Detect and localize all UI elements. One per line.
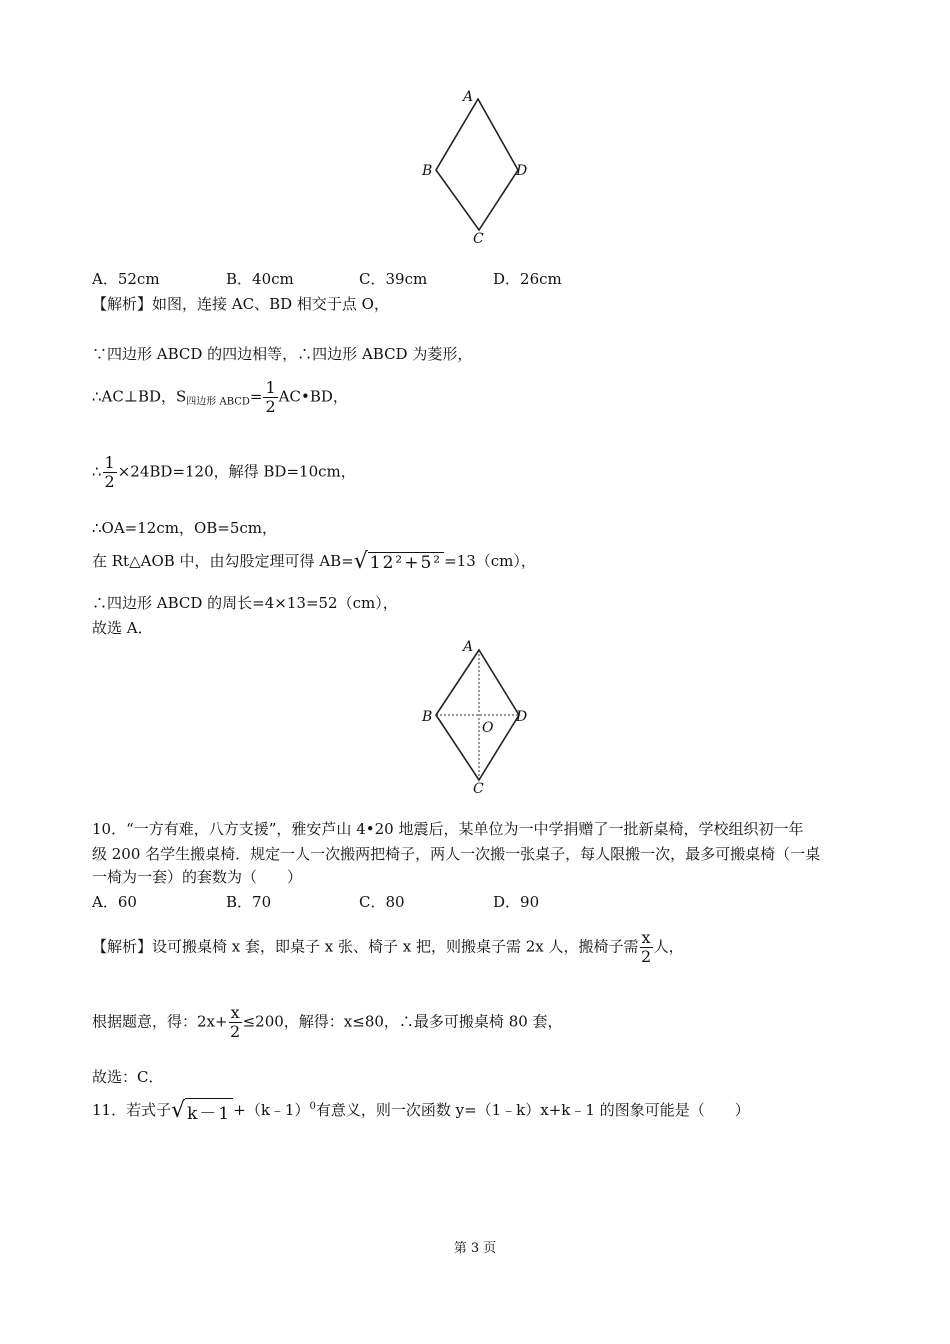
line4-post: ×24BD=120，解得 BD=10cm， — [117, 462, 356, 481]
q11-post: 有意义，则一次函数 y=（1﹣k）x+k﹣1 的图象可能是（ ） — [315, 1101, 750, 1119]
q11-pre: 11．若式子 — [92, 1101, 172, 1119]
q10-sol1-post: 人， — [653, 937, 684, 956]
solution-line-3 — [92, 380, 348, 415]
q10-solution-line-2 — [92, 1005, 563, 1040]
option-c: C．39cm — [359, 270, 428, 288]
line4-pre: ∴ — [92, 462, 102, 481]
fraction-numerator: 1 — [104, 453, 115, 472]
page-number: 第 3 页 — [453, 1241, 497, 1256]
fraction-denominator: 2 — [265, 397, 276, 416]
q10-option-d: D．90 — [493, 893, 540, 911]
vertex-label-b: B — [422, 163, 433, 179]
q10-solution-line-1 — [92, 930, 684, 965]
q11-sqrt: √ k－1 — [171, 1098, 232, 1124]
fraction-half — [263, 380, 277, 415]
vertex-label-c: C — [473, 231, 484, 247]
q10-line-1: 10．“一方有难，八方支援”，雅安芦山 4•20 地震后，某单位为一中学捐赠了一批新桌椅，学校组织初一年 — [92, 820, 804, 838]
fraction-half-2 — [103, 455, 117, 490]
solution-line-6 — [92, 550, 536, 573]
option-b: B．40cm — [226, 270, 294, 288]
line3-subscript: 四边形 ABCD — [186, 396, 250, 408]
solution-line-2: ∵四边形 ABCD 的四边相等，∴四边形 ABCD 为菱形， — [92, 345, 473, 363]
rhombus-figure-1 — [415, 85, 535, 247]
q10-option-a: A．60 — [92, 893, 137, 911]
q10-line-2: 级 200 名学生搬桌椅．规定一人一次搬两把椅子，两人一次搬一张桌子，每人限搬一次，最多可搬桌椅（一桌 — [92, 845, 821, 863]
fraction-numerator: x — [641, 928, 651, 947]
q11-sqrt-body: k－1 — [185, 1098, 233, 1124]
q11-exponent: 0 — [309, 1101, 316, 1112]
q10-sol2-post: ≤200，解得：x≤80，∴最多可搬桌椅 80 套， — [242, 1012, 563, 1031]
rhombus-figure-2 — [415, 632, 535, 797]
q10-sol1-pre: 【解析】设可搬桌椅 x 套，即桌子 x 张、椅子 x 把，则搬桌子需 2x 人，搬椅子需 — [92, 937, 639, 956]
vertex-label-a: A — [463, 89, 474, 105]
q11-line — [92, 1098, 750, 1124]
line6-post: =13（cm）， — [444, 552, 536, 570]
fraction-denominator: 2 — [230, 1022, 241, 1041]
solution-line-1: 【解析】如图，连接 AC、BD 相交于点 O， — [92, 295, 389, 313]
option-d: D．26cm — [493, 270, 562, 288]
vertex-label-d: D — [516, 163, 528, 179]
q10-solution-line-3: 故选：C． — [92, 1068, 164, 1086]
vertex-label-o: O — [482, 720, 494, 736]
option-a: A．52cm — [92, 270, 160, 288]
q10-sol2-pre: 根据题意，得：2x+ — [92, 1012, 228, 1031]
fraction-x-over-2 — [640, 930, 653, 965]
q10-option-c: C．80 — [359, 893, 405, 911]
solution-line-7: ∴四边形 ABCD 的周长=4×13=52（cm）， — [92, 594, 398, 612]
rhombus-outline — [436, 99, 518, 230]
line3-post: AC•BD， — [278, 387, 348, 406]
fraction-numerator: 1 — [265, 378, 276, 397]
solution-line-8: 故选 A． — [92, 619, 153, 637]
sqrt-body: 12²+5² — [369, 552, 443, 573]
vertex-label-a-2: A — [463, 639, 474, 655]
fraction-denominator: 2 — [104, 472, 115, 491]
line6-pre: 在 Rt△AOB 中，由勾股定理可得 AB= — [92, 552, 354, 570]
sqrt-expression: √ 12²+5² — [353, 549, 443, 574]
q11-mid: +（k﹣1） — [233, 1101, 310, 1119]
solution-line-4 — [92, 455, 356, 490]
line3-eq: = — [249, 387, 263, 406]
vertex-label-d-2: D — [516, 709, 528, 725]
q10-option-b: B．70 — [226, 893, 272, 911]
fraction-numerator: x — [230, 1003, 240, 1022]
fraction-denominator: 2 — [640, 947, 652, 966]
vertex-label-c-2: C — [473, 781, 484, 797]
q10-line-3: 一椅为一套）的套数为（ ） — [92, 868, 303, 886]
solution-line-5: ∴OA=12cm，OB=5cm， — [92, 519, 278, 537]
vertex-label-b-2: B — [422, 709, 433, 725]
fraction-x-over-2-b — [229, 1005, 242, 1040]
line3-pre: ∴AC⊥BD，S — [92, 387, 187, 406]
